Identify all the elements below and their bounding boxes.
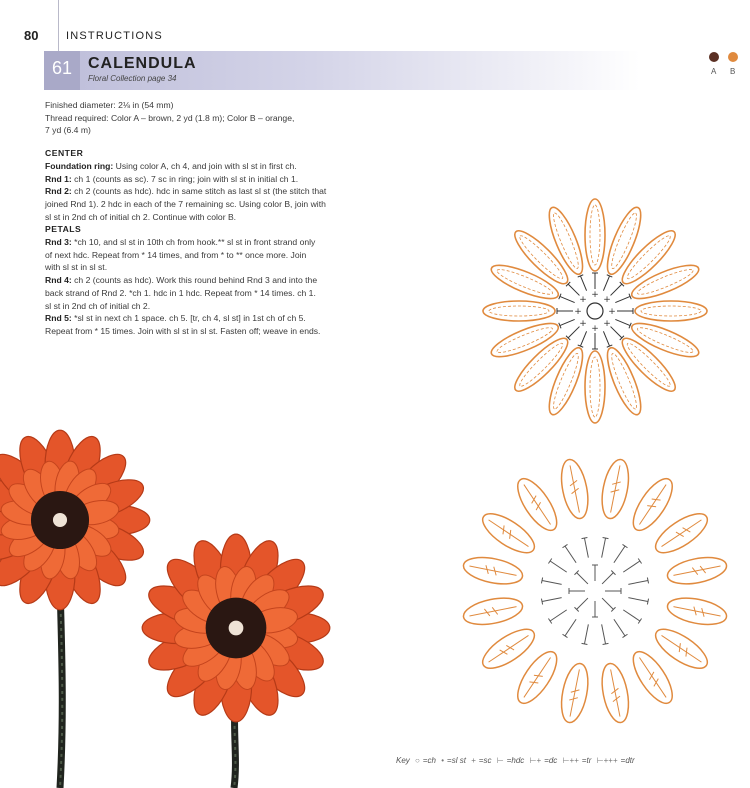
- key-treble: tr: [586, 756, 592, 765]
- stitch-key: Key ○ =ch • =sl st + =sc ⊢ =hdc ⊢+ =dc ⊢++ =tr ⊢+++ =dtr: [396, 756, 635, 765]
- rnd2-label: Rnd 2:: [45, 186, 72, 197]
- sc-stitch: +: [591, 324, 599, 334]
- double-crochet-symbol: ⊢+: [529, 756, 542, 765]
- hdc-stitch: [550, 561, 567, 572]
- sc-stitch: +: [608, 307, 616, 317]
- hdc-stitch: [560, 319, 575, 325]
- rnd4-line-2: back strand of Rnd 2. *ch 1. hdc in 1 hdc. Repeat from * 14 times. ch 1.: [45, 287, 316, 298]
- thread-value: Color A – brown, 2 yd (1.8 m); Color B – orange,: [110, 112, 295, 123]
- diameter-label: Finished diameter:: [45, 100, 116, 110]
- tr-stitch: [524, 485, 551, 525]
- chain-loop: [483, 301, 555, 321]
- petal-tr: [590, 457, 633, 560]
- hdc-stitch: [580, 276, 586, 291]
- sc-stitch: +: [603, 294, 611, 305]
- foundation-label: Foundation ring:: [45, 160, 114, 171]
- petal-tr: [590, 622, 633, 725]
- foundation-text: Using color A, ch 4, and join with sl st in first ch.: [115, 160, 297, 171]
- hdc-top: [647, 578, 648, 584]
- tr-bar: [529, 679, 538, 687]
- key-single-crochet: sc: [483, 756, 492, 765]
- hdc-top: [541, 578, 542, 584]
- hdc-top: [623, 544, 628, 547]
- instructions-body: [45, 99, 380, 338]
- sc-stitch: +: [591, 290, 599, 300]
- tr-stitch: [662, 635, 702, 662]
- rnd4-label: Rnd 4:: [45, 275, 72, 286]
- tr-bar: [534, 502, 543, 510]
- center-hdc: [574, 596, 590, 612]
- center-hdc: [600, 570, 616, 586]
- chain-loop: [601, 204, 647, 278]
- hdc-stitch: [614, 619, 625, 636]
- rnd3-label: Rnd 3:: [45, 237, 72, 248]
- chain-loop: [488, 317, 562, 363]
- hdc-stitch: [602, 598, 613, 609]
- double-treble-symbol: ⊢+++: [596, 756, 618, 765]
- petal-tr: [626, 553, 729, 596]
- hdc-top: [563, 634, 568, 637]
- thread-label: Thread required:: [45, 112, 109, 123]
- tr-stitch: [489, 635, 529, 662]
- petal-tr: [626, 586, 729, 629]
- foundation-ring: [587, 303, 603, 319]
- rnd5-text: *sl st in next ch 1 space. ch 5. [tr, ch 4, sl st] in 1st ch of ch 5.: [74, 313, 306, 324]
- petals-heading: PETALS: [45, 224, 82, 235]
- hdc-stitch: [623, 610, 640, 621]
- chain-stitches: [489, 306, 549, 316]
- petal-loop: [488, 259, 579, 312]
- petal-loop: [543, 327, 596, 418]
- sc-stitch: +: [579, 294, 587, 305]
- petal-tr: [461, 586, 564, 629]
- tr-bar: [647, 502, 656, 510]
- hdc-stitch: [611, 284, 622, 295]
- tr-bar: [652, 679, 661, 687]
- tr-bar: [683, 525, 691, 534]
- petal-loop: [585, 199, 605, 289]
- hdc-stitch: [584, 538, 588, 558]
- hdc-stitch: [628, 580, 648, 584]
- thread-line-2: 7 yd (6.4 m): [45, 125, 91, 136]
- hdc-stitch: [580, 331, 586, 346]
- tr-stitch: [469, 566, 516, 575]
- hdc-stitch: [628, 598, 648, 602]
- hdc-stitch: [611, 327, 622, 338]
- chain-stitches: [624, 233, 673, 282]
- section-title: INSTRUCTIONS: [66, 30, 163, 42]
- treble-symbol: ⊢++: [562, 756, 579, 765]
- chain-loop: [616, 225, 681, 290]
- rnd2-text: ch 2 (counts as hdc). hdc in same stitch as last sl st (the stitch that: [74, 186, 327, 197]
- half-double-symbol: ⊢: [496, 756, 504, 765]
- petal-loop: [488, 310, 579, 363]
- chain-stitches: [590, 357, 600, 417]
- tr-bar: [506, 530, 514, 539]
- pattern-title: CALENDULA: [88, 55, 197, 72]
- rnd4-line: [45, 274, 380, 287]
- tr-bar: [683, 648, 691, 657]
- chain-loop: [585, 199, 605, 271]
- petal-loop: [594, 204, 647, 295]
- tr-bar: [652, 496, 661, 504]
- hdc-top: [582, 643, 588, 644]
- rnd1-label: Rnd 1:: [45, 173, 72, 184]
- color-b-swatch: [728, 52, 738, 62]
- chain-loop: [488, 259, 562, 305]
- tr-stitch: [673, 607, 720, 616]
- petal-loop: [617, 301, 707, 321]
- tr-bar: [500, 648, 508, 657]
- foundation-line: [45, 160, 380, 173]
- hdc-top: [582, 537, 588, 538]
- tr-stitch: [570, 669, 579, 716]
- petal-tr: [461, 553, 564, 596]
- hdc-stitch: [577, 598, 588, 609]
- tr-stitch: [611, 465, 620, 512]
- chain-stitches: [641, 306, 701, 316]
- hdc-stitch: [584, 624, 588, 644]
- rnd4-text: ch 2 (counts as hdc). Work this round behind Rnd 3 and into the: [74, 275, 318, 286]
- petal-loop: [594, 327, 647, 418]
- hdc-stitch: [615, 296, 630, 302]
- hdc-top: [638, 619, 641, 624]
- rnd3-line-2: of next hdc. Repeat from * 14 times, and from * to ** once more. Join: [45, 249, 307, 260]
- color-a-swatch: [709, 52, 719, 62]
- chain-stitches: [517, 233, 566, 282]
- hdc-stitch: [550, 610, 567, 621]
- rnd1-text: ch 1 (counts as sc). 7 sc in ring; join with sl st in initial ch 1.: [74, 173, 299, 184]
- hdc-stitch: [603, 276, 609, 291]
- hdc-top: [603, 537, 609, 538]
- petal-tr: [557, 622, 600, 725]
- chain-loop: [543, 204, 589, 278]
- color-b-label: B: [730, 67, 736, 76]
- petal-loop: [611, 259, 702, 312]
- center-hdc: [605, 588, 621, 594]
- center-hole: [229, 621, 244, 636]
- hdc-stitch: [615, 319, 630, 325]
- sc-stitch: +: [579, 319, 587, 330]
- hdc-stitch: [577, 573, 588, 584]
- diameter-line: [45, 99, 380, 112]
- rnd5-label: Rnd 5:: [45, 313, 72, 324]
- tr-bar: [676, 643, 684, 652]
- flower-photo: [0, 428, 340, 788]
- hdc-top: [623, 634, 628, 637]
- rnd2-line: [45, 185, 380, 198]
- center-hdc: [592, 565, 598, 581]
- hdc-stitch: [623, 561, 640, 572]
- single-crochet-symbol: +: [471, 756, 476, 765]
- hdc-stitch: [568, 284, 579, 295]
- page-number: 80: [24, 28, 39, 43]
- chain-loop: [635, 301, 707, 321]
- hdc-stitch: [602, 573, 613, 584]
- hdc-stitch: [568, 327, 579, 338]
- thread-line: [45, 112, 380, 125]
- tr-bar: [647, 672, 656, 680]
- hdc-stitch: [542, 580, 562, 584]
- chain-loop: [509, 332, 574, 397]
- hdc-stitch: [602, 538, 606, 558]
- key-title: Key: [396, 756, 410, 765]
- tr-stitch: [489, 520, 529, 547]
- center-hdc: [569, 588, 585, 594]
- tr-bar: [676, 530, 684, 539]
- flower-left: [0, 430, 150, 610]
- center-hdc: [574, 570, 590, 586]
- hdc-top: [548, 619, 551, 624]
- rnd1-line: [45, 173, 380, 186]
- rnd2-line-2: joined Rnd 1). 2 hdc in each of the 7 remaining sc. Using color B, join with: [45, 198, 326, 209]
- chain-loop: [616, 332, 681, 397]
- hdc-stitch: [602, 624, 606, 644]
- tr-bar: [529, 496, 538, 504]
- key-chain: ch: [427, 756, 436, 765]
- chain-loop: [509, 225, 574, 290]
- tr-stitch: [662, 520, 702, 547]
- key-double-treble: dtr: [625, 756, 635, 765]
- color-a-label: A: [711, 67, 717, 76]
- chain-loop: [585, 351, 605, 423]
- hdc-stitch: [565, 619, 576, 636]
- rnd2-line-3: sl st in 2nd ch of initial ch 2. Continue with color B.: [45, 211, 237, 222]
- hdc-stitch: [560, 296, 575, 302]
- crochet-chart-center: [480, 196, 710, 426]
- crochet-chart-petals: [454, 450, 736, 732]
- chain-loop: [601, 344, 647, 418]
- center-hdc: [592, 601, 598, 617]
- rnd5-line-2: Repeat from * 15 times. Join with sl st in sl st. Fasten off; weave in ends.: [45, 325, 321, 336]
- hdc-stitch: [542, 598, 562, 602]
- rnd4-line-3: sl st in 2nd ch of initial ch 2.: [45, 300, 151, 311]
- hdc-top: [603, 643, 609, 644]
- petal-tr: [557, 457, 600, 560]
- petal-loop: [585, 333, 605, 423]
- center-heading: CENTER: [45, 148, 84, 159]
- sc-stitch: +: [574, 307, 582, 317]
- key-slip-stitch: sl st: [451, 756, 466, 765]
- chain-loop: [628, 259, 702, 305]
- petal-loop: [483, 301, 573, 321]
- tr-bar: [506, 643, 514, 652]
- petal-loop: [543, 204, 596, 295]
- rnd3-text: *ch 10, and sl st in 10th ch from hook.** sl st in front strand only: [74, 237, 316, 248]
- chain-stitches: [590, 205, 600, 265]
- rnd3-line: [45, 236, 380, 249]
- tr-bar: [534, 672, 543, 680]
- tr-bar: [500, 525, 508, 534]
- pattern-subtitle: Floral Collection page 34: [88, 74, 177, 83]
- chain-stitches: [624, 340, 673, 389]
- hdc-top: [541, 599, 542, 605]
- center-hdc: [600, 596, 616, 612]
- center-hole: [53, 513, 67, 527]
- hdc-stitch: [614, 546, 625, 563]
- tr-stitch: [639, 485, 666, 525]
- key-double-crochet: dc: [548, 756, 558, 765]
- hdc-top: [638, 559, 641, 564]
- chain-stitches: [517, 340, 566, 389]
- pattern-number: 61: [51, 58, 73, 78]
- tr-stitch: [639, 658, 666, 698]
- chain-loop: [628, 317, 702, 363]
- rnd3-line-3: with sl st in sl st.: [45, 262, 108, 273]
- tr-stitch: [524, 658, 551, 698]
- hdc-top: [563, 544, 568, 547]
- petal-loop: [611, 310, 702, 363]
- sc-stitch: +: [603, 319, 611, 330]
- rnd5-line: [45, 312, 380, 325]
- header-divider: [58, 0, 59, 52]
- chain-loop: [543, 344, 589, 418]
- hdc-top: [647, 599, 648, 605]
- slip-stitch-symbol: •: [441, 756, 445, 765]
- hdc-stitch: [565, 546, 576, 563]
- flower-right: [142, 534, 330, 722]
- hdc-top: [548, 559, 551, 564]
- key-half-double: hdc: [511, 756, 525, 765]
- hdc-stitch: [603, 331, 609, 346]
- diameter-value: 2⅛ in (54 mm): [118, 100, 174, 110]
- chain-symbol: ○: [415, 756, 420, 765]
